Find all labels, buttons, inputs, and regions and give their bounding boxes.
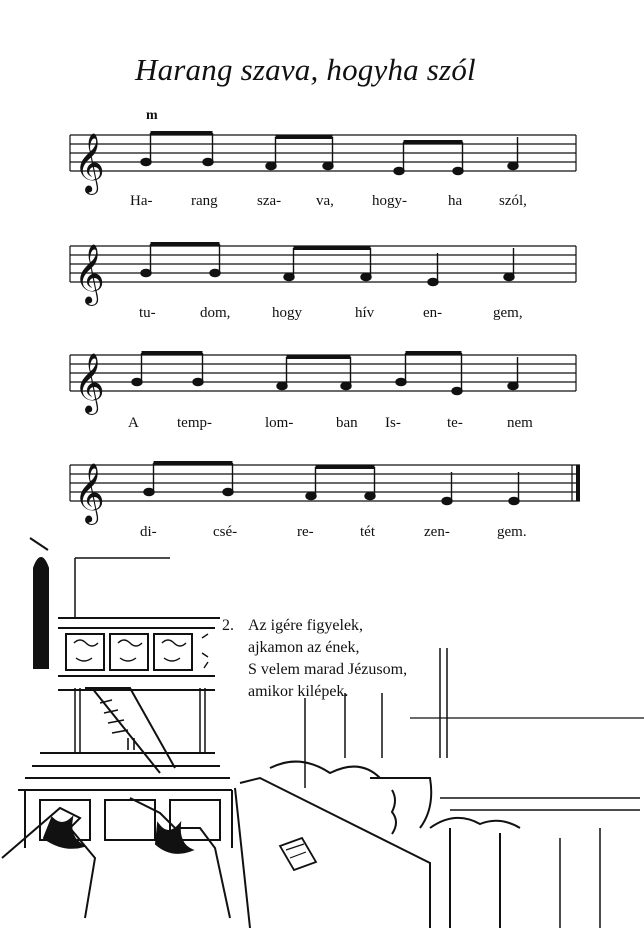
lyric-syllable: temp- <box>177 415 212 431</box>
lyric-syllable: tu- <box>139 305 156 321</box>
verse-line: S velem marad Jézusom, <box>248 661 408 678</box>
lyric-syllable: tét <box>360 524 375 540</box>
verse-line: ajkamon az ének, <box>248 639 360 656</box>
treble-clef-icon: 𝄞 <box>74 133 105 193</box>
dynamic-marking: m <box>146 108 158 123</box>
lyric-syllable: ha <box>448 193 463 209</box>
lyric-syllable: csé- <box>213 524 238 540</box>
lyric-syllable: hogy <box>272 305 302 321</box>
lyric-syllable: Ha- <box>130 193 153 209</box>
lyric-syllable: hív <box>355 305 375 321</box>
lyric-syllable: lom- <box>265 415 294 431</box>
music-staff-3 <box>0 345 644 440</box>
lyric-syllable: A <box>128 415 139 431</box>
lyric-syllable: rang <box>191 193 218 209</box>
treble-clef-icon: 𝄞 <box>74 463 105 523</box>
lyric-syllable: va, <box>316 193 334 209</box>
treble-clef-icon: 𝄞 <box>74 244 105 304</box>
verse-line: Az igére figyelek, <box>248 617 364 634</box>
verse-line: amikor kilépek. <box>248 683 349 700</box>
lyric-syllable: sza- <box>257 193 282 209</box>
lyric-syllable: en- <box>423 305 443 321</box>
lyric-syllable: te- <box>447 415 463 431</box>
lyric-syllable: Is- <box>385 415 401 431</box>
music-staff-2 <box>0 236 644 331</box>
lyric-syllable: dom, <box>200 305 231 321</box>
lyric-syllable: zen- <box>424 524 450 540</box>
lyric-syllable: nem <box>507 415 533 431</box>
lyric-syllable: szól, <box>499 193 527 209</box>
lyric-syllable: gem, <box>493 305 523 321</box>
lyric-syllable: re- <box>297 524 314 540</box>
church-interior-illustration <box>0 528 644 928</box>
verse-2 <box>222 615 408 703</box>
treble-clef-icon: 𝄞 <box>74 353 105 413</box>
verse-number: 2. <box>222 617 234 634</box>
song-title: Harang szava, hogyha szól <box>135 52 476 87</box>
lyric-syllable: di- <box>140 524 157 540</box>
lyric-syllable: ban <box>336 415 358 431</box>
lyric-syllable: hogy- <box>372 193 407 209</box>
lyric-syllable: gem. <box>497 524 527 540</box>
